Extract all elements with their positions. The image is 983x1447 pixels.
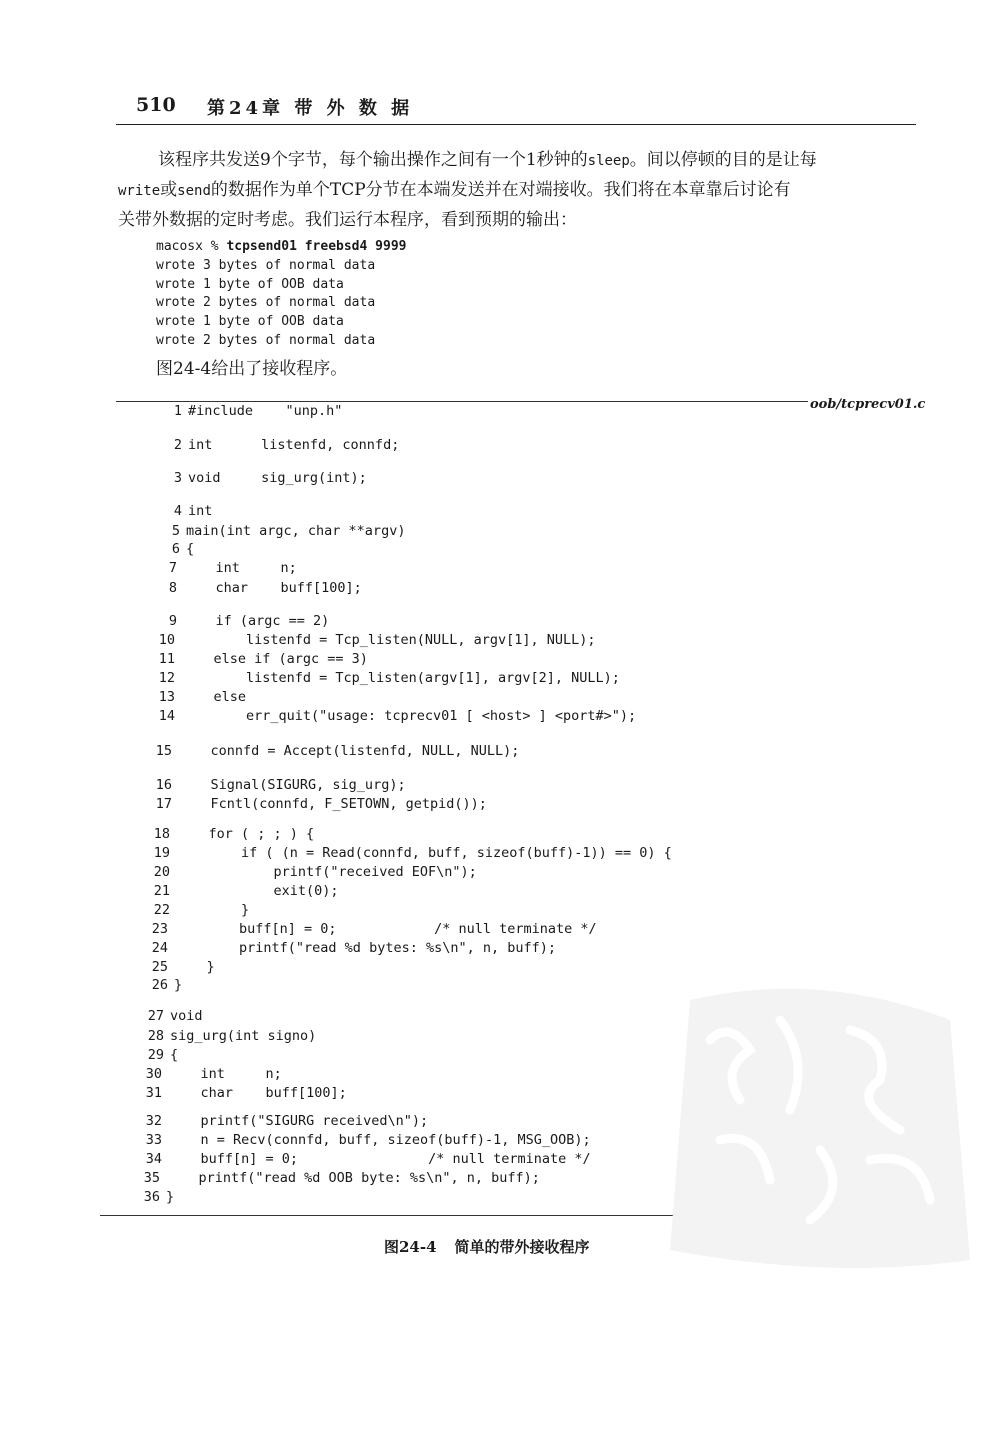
code-text: exit(0); xyxy=(176,883,339,899)
line-number: 1 xyxy=(173,403,182,419)
line-number: 9 xyxy=(168,613,177,629)
line-number: 24 xyxy=(151,940,168,956)
code-line xyxy=(149,651,368,667)
code-line xyxy=(144,883,339,899)
line-number: 7 xyxy=(168,560,177,576)
session-output-line: wrote 2 bytes of normal data xyxy=(156,295,376,311)
code-line xyxy=(134,1189,174,1205)
code-line xyxy=(156,403,342,419)
code-text: err_quit("usage: tcprecv01 [ <host> ] <port#>"); xyxy=(181,708,637,724)
line-number: 32 xyxy=(145,1113,162,1129)
code-line xyxy=(146,777,406,793)
line-number: 16 xyxy=(155,777,172,793)
line-number: 22 xyxy=(153,902,170,918)
code-text: } xyxy=(176,902,250,918)
code-text: Fcntl(connfd, F_SETOWN, getpid()); xyxy=(178,796,487,812)
session-output-line: wrote 1 byte of OOB data xyxy=(156,314,344,330)
line-number: 19 xyxy=(153,845,170,861)
code-line xyxy=(138,1047,178,1063)
code-line xyxy=(142,940,556,956)
line-number: 17 xyxy=(155,796,172,812)
line-number: 11 xyxy=(158,651,175,667)
code-line xyxy=(142,959,215,975)
code-text: if ( (n = Read(connfd, buff, sizeof(buff)-1)) == 0) { xyxy=(176,845,672,861)
line-number: 15 xyxy=(155,743,172,759)
code-line xyxy=(144,864,477,880)
caption-label: 图24-4 xyxy=(384,1238,437,1256)
paragraph-line-3: 关带外数据的定时考虑。我们运行本程序，看到预期的输出： xyxy=(118,210,577,230)
seal-watermark xyxy=(650,960,980,1280)
code-text: printf("read %d OOB byte: %s\n", n, buff); xyxy=(166,1170,540,1186)
code-line xyxy=(142,977,182,993)
code-text: #include "unp.h" xyxy=(188,403,343,419)
code-text: { xyxy=(186,541,195,557)
line-number: 28 xyxy=(147,1028,164,1044)
code-text: { xyxy=(170,1047,179,1063)
line-number: 8 xyxy=(168,580,177,596)
line-number: 18 xyxy=(153,826,170,842)
line-number: 4 xyxy=(173,503,182,519)
code-text: connfd = Accept(listenfd, NULL, NULL); xyxy=(178,743,520,759)
code-line xyxy=(146,796,487,812)
line-number: 3 xyxy=(173,470,182,486)
session-output-line: wrote 1 byte of OOB data xyxy=(156,276,344,292)
code-text: main(int argc, char **argv) xyxy=(186,523,406,539)
code-text: void xyxy=(170,1008,203,1024)
code-text: buff[n] = 0; /* null terminate */ xyxy=(174,921,597,937)
line-number: 21 xyxy=(153,883,170,899)
line-number: 14 xyxy=(158,708,175,724)
code-line xyxy=(156,503,212,519)
code-text: listenfd = Tcp_listen(argv[1], argv[2], NULL); xyxy=(181,670,620,686)
line-number: 10 xyxy=(158,632,175,648)
session-command-line: macosx % tcpsend01 freebsd4 9999 xyxy=(156,239,407,254)
code-line xyxy=(136,1066,282,1082)
code-text: char buff[100]; xyxy=(168,1085,347,1101)
session-output-line: wrote 3 bytes of normal data xyxy=(156,257,376,273)
caption-text: 简单的带外接收程序 xyxy=(454,1238,590,1256)
code-line xyxy=(136,1113,428,1129)
code-line xyxy=(151,560,297,576)
code-text: else if (argc == 3) xyxy=(181,651,368,667)
session-output-line: wrote 2 bytes of normal data xyxy=(156,332,376,348)
line-number: 33 xyxy=(145,1132,162,1148)
code-line xyxy=(144,902,249,918)
code-line xyxy=(134,1170,540,1186)
code-text: int n; xyxy=(183,560,297,576)
code-text: int xyxy=(188,503,213,519)
code-text: else xyxy=(181,689,247,705)
line-number: 29 xyxy=(147,1047,164,1063)
code-text: printf("read %d bytes: %s\n", n, buff); xyxy=(174,940,557,956)
code-text: } xyxy=(174,959,215,975)
code-line xyxy=(149,632,596,648)
code-text: printf("SIGURG received\n"); xyxy=(168,1113,429,1129)
line-number: 36 xyxy=(143,1189,160,1205)
chapter-title: 第24章 带 外 数 据 xyxy=(207,98,414,119)
file-label-top: oob/tcprecv01.c xyxy=(810,397,926,412)
code-text: listenfd = Tcp_listen(NULL, argv[1], NULL); xyxy=(181,632,596,648)
code-text: printf("received EOF\n"); xyxy=(176,864,477,880)
line-number: 2 xyxy=(173,437,182,453)
line-number: 6 xyxy=(171,541,180,557)
line-number: 23 xyxy=(151,921,168,937)
line-number: 31 xyxy=(145,1085,162,1101)
line-number: 35 xyxy=(143,1170,160,1186)
line-number: 12 xyxy=(158,670,175,686)
code-text: sig_urg(int signo) xyxy=(170,1028,317,1044)
line-number: 13 xyxy=(158,689,175,705)
code-line xyxy=(138,1028,316,1044)
code-text: } xyxy=(174,977,183,993)
code-line xyxy=(146,743,519,759)
code-line xyxy=(151,613,329,629)
code-text: buff[n] = 0; /* null terminate */ xyxy=(168,1151,591,1167)
code-text: int listenfd, connfd; xyxy=(188,437,400,453)
code-line xyxy=(154,523,405,539)
line-number: 5 xyxy=(171,523,180,539)
line-number: 26 xyxy=(151,977,168,993)
code-line xyxy=(136,1085,347,1101)
code-line xyxy=(156,437,399,453)
code-text: int n; xyxy=(168,1066,282,1082)
code-line xyxy=(136,1151,591,1167)
code-line xyxy=(142,921,597,937)
code-line xyxy=(138,1008,203,1024)
code-line xyxy=(136,1132,591,1148)
code-line xyxy=(149,670,620,686)
code-text: } xyxy=(166,1189,175,1205)
code-line xyxy=(151,580,362,596)
code-line xyxy=(154,541,194,557)
figure-caption xyxy=(384,1236,608,1257)
code-line xyxy=(149,689,246,705)
code-text: if (argc == 2) xyxy=(183,613,330,629)
line-number: 34 xyxy=(145,1151,162,1167)
figure-intro: 图24-4给出了接收程序。 xyxy=(156,359,348,379)
code-line xyxy=(144,845,672,861)
code-line xyxy=(144,826,314,842)
line-number: 27 xyxy=(147,1008,164,1024)
code-text: for ( ; ; ) { xyxy=(176,826,315,842)
code-line xyxy=(156,470,367,486)
paragraph-line-1: 该程序共发送9个字节，每个输出操作之间有一个1秒钟的sleep。间以停顿的目的是让每 xyxy=(158,150,817,170)
code-text: char buff[100]; xyxy=(183,580,362,596)
page-number: 510 xyxy=(136,94,176,116)
code-text: void sig_urg(int); xyxy=(188,470,367,486)
paragraph-line-2: write或send的数据作为单个TCP分节在本端发送并在对端接收。我们将在本章靠后讨论有 xyxy=(118,180,791,200)
code-text: n = Recv(connfd, buff, sizeof(buff)-1, MSG_OOB); xyxy=(168,1132,591,1148)
line-number: 30 xyxy=(145,1066,162,1082)
line-number: 25 xyxy=(151,959,168,975)
line-number: 20 xyxy=(153,864,170,880)
code-line xyxy=(149,708,636,724)
code-text: Signal(SIGURG, sig_urg); xyxy=(178,777,406,793)
